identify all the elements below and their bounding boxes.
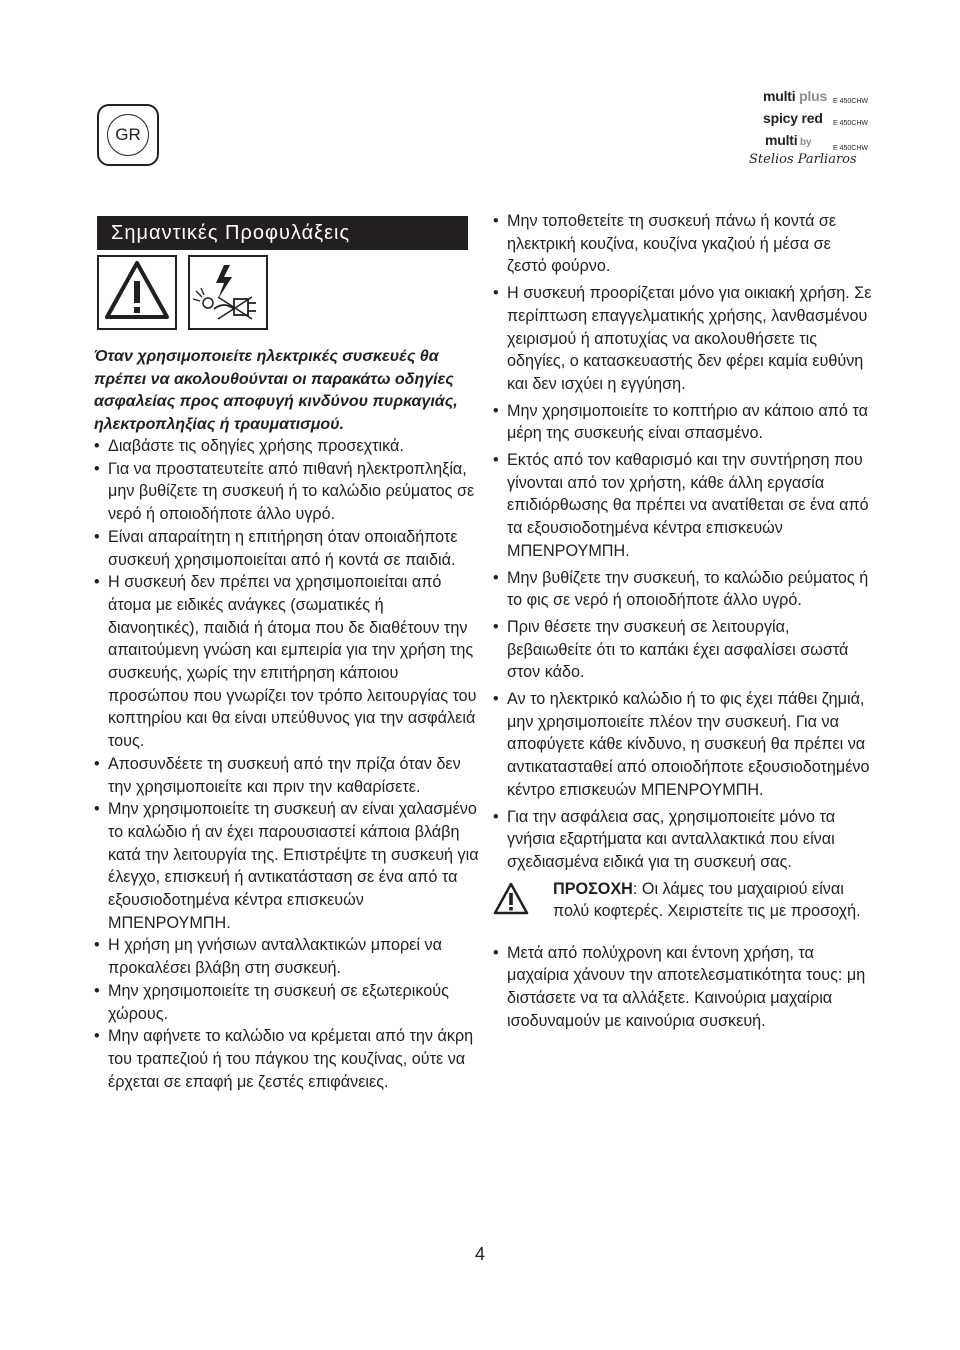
list-item: • Μην βυθίζετε την συσκευή, το καλώδιο ρεύματος ή το φις σε νερό ή οποιοδήποτε άλλο υγρό.	[493, 567, 873, 612]
brand-multi-by: multi by	[765, 132, 812, 148]
list-item: • Εκτός από τον καθαρισμό και την συντήρηση που γίνονται από τον χρήστη, κάθε άλλη εργασία επιδιόρθωσης θα πρέπει να ανατίθεται σε ένα από τα εξουσιοδοτημένα κέντρα επισκευών ΜΠΕΝΡΟΥΜΠΗ.	[493, 449, 873, 563]
list-item: • Μην χρησιμοποιείτε τη συσκευή αν είναι χαλασμένο το καλώδιο ή αν έχει παρουσιαστεί κάποια βλάβη κατά την λειτουργία της. Επιστρέψτε τη συσκευή για έλεγχο, επισκευή ή αντικατάσταση σε ένα από τα εξουσιοδοτημένα κέντρα επισκευών ΜΠΕΝΡΟΥΜΠΗ.	[94, 798, 479, 934]
list-item: • Μην αφήνετε το καλώδιο να κρέμεται από την άκρη του τραπεζιού ή του πάγκου της κουζίνας, ούτε να έρχεται σε επαφή με ζεστές επιφάνειες.	[94, 1025, 479, 1093]
caution-note	[493, 878, 873, 938]
brand-model: E 450CHW	[833, 145, 869, 152]
list-item: • Η συσκευή προορίζεται μόνο για οικιακή χρήση. Σε περίπτωση επαγγελματικής χρήσης, λανθασμένου χειρισμού ή αποτυχίας να ακολουθήσετε τις οδηγίες, ο κατασκευαστής δεν φέρει καμία ευθύνη και δεν ισχύει η εγγύηση.	[493, 282, 873, 396]
list-item: • Πριν θέσετε την συσκευή σε λειτουργία, βεβαιωθείτε ότι το καπάκι έχει ασφαλίσει σωστά στον κάδο.	[493, 616, 873, 684]
list-item: • Μην χρησιμοποιείτε τη συσκευή σε εξωτερικούς χώρους.	[94, 980, 479, 1025]
brand-signature: Stelios Parliaros	[749, 152, 857, 167]
list-item: • Αποσυνδέετε τη συσκευή από την πρίζα όταν δεν την χρησιμοποιείτε και πριν την καθαρίσετε.	[94, 753, 479, 798]
brand-spicy-red: spicy red	[763, 110, 823, 126]
right-column	[493, 210, 873, 1037]
list-item: • Για την ασφάλεια σας, χρησιμοποιείτε μόνο τα γνήσια εξαρτήματα και ανταλλακτικά που είναι σχεδιασμένα ειδικά για τη συσκευή σας.	[493, 806, 873, 874]
list-item: • Η συσκευή δεν πρέπει να χρησιμοποιείται από άτομα με ειδικές ανάγκες (σωματικές ή διανοητικές), παιδιά ή άτομα που δε διαθέτουν την απαιτούμενη γνώση και εμπειρία για την χρήση της συσκευής, χωρίς την επιτήρηση κάποιου προσώπου που γνωρίζει τον τρόπο λειτουργίας του κοπτηρίου και θα είναι υπεύθυνος για την ασφάλειά τους.	[94, 571, 479, 753]
list-item: • Για να προστατευτείτε από πιθανή ηλεκτροπληξία, μην βυθίζετε τη συσκευή ή το καλώδιο ρεύματος σε νερό ή οποιοδήποτε άλλο υγρό.	[94, 458, 479, 526]
list-item: • Η χρήση μη γνήσιων ανταλλακτικών μπορεί να προκαλέσει βλάβη στη συσκευή.	[94, 934, 479, 979]
list-item: • Είναι απαραίτητη η επιτήρηση όταν οποιαδήποτε συσκευή χρησιμοποιείται από ή κοντά σε παιδιά.	[94, 526, 479, 571]
caution-label: ΠΡΟΣΟΧΗ	[553, 879, 633, 898]
warning-icon	[97, 255, 177, 330]
brand-logos	[745, 88, 875, 180]
brand-model: E 450CHW	[833, 120, 869, 127]
language-badge	[97, 104, 159, 166]
language-badge-label: GR	[107, 114, 149, 156]
page-number: 4	[474, 1244, 485, 1264]
caution-triangle-icon	[493, 882, 529, 915]
list-item: • Μετά από πολύχρονη και έντονη χρήση, τα μαχαίρια χάνουν την αποτελεσματικότητα τους: μη διστάσετε να τα αλλάξετε. Καινούρια μαχαίρια ισοδυναμούν με καινούρια συσκευή.	[493, 942, 873, 1033]
list-item: • Μην τοποθετείτε τη συσκευή πάνω ή κοντά σε ηλεκτρική κουζίνα, κουζίνα γκαζιού ή μέσα σε ζεστό φούρνο.	[493, 210, 873, 278]
left-column	[94, 435, 479, 1093]
caution-text: : Οι λάμες του μαχαιριού είναι πολύ κοφτερές. Χειριστείτε τις με προσοχή.	[553, 879, 861, 921]
section-title: Σημαντικές Προφυλάξεις	[97, 216, 468, 250]
list-item: • Διαβάστε τις οδηγίες χρήσης προσεχτικά.	[94, 435, 479, 458]
electric-shock-icon	[188, 255, 268, 330]
list-item: • Αν το ηλεκτρικό καλώδιο ή το φις έχει πάθει ζημιά, μην χρησιμοποιείτε πλέον την συσκευή. Για να αποφύγετε κάθε κίνδυνο, η συσκευή θα πρέπει να αντικατασταθεί από οποιοδήποτε εξουσιοδοτημένο κέντρο επισκευών ΜΠΕΝΡΟΥΜΠΗ.	[493, 688, 873, 802]
list-item: • Μην χρησιμοποιείτε το κοπτήριο αν κάποιο από τα μέρη της συσκευής είναι σπασμένο.	[493, 400, 873, 445]
brand-multi-plus: multi plus	[763, 88, 828, 104]
brand-model: E 450CHW	[833, 98, 869, 105]
intro-text: Όταν χρησιμοποιείτε ηλεκτρικές συσκευές θα πρέπει να ακολουθούνται οι παρακάτω οδηγίες ασφαλείας προς αποφυγή κινδύνου πυρκαγιάς, ηλεκτροπληξίας ή τραυματισμού.	[94, 348, 458, 433]
